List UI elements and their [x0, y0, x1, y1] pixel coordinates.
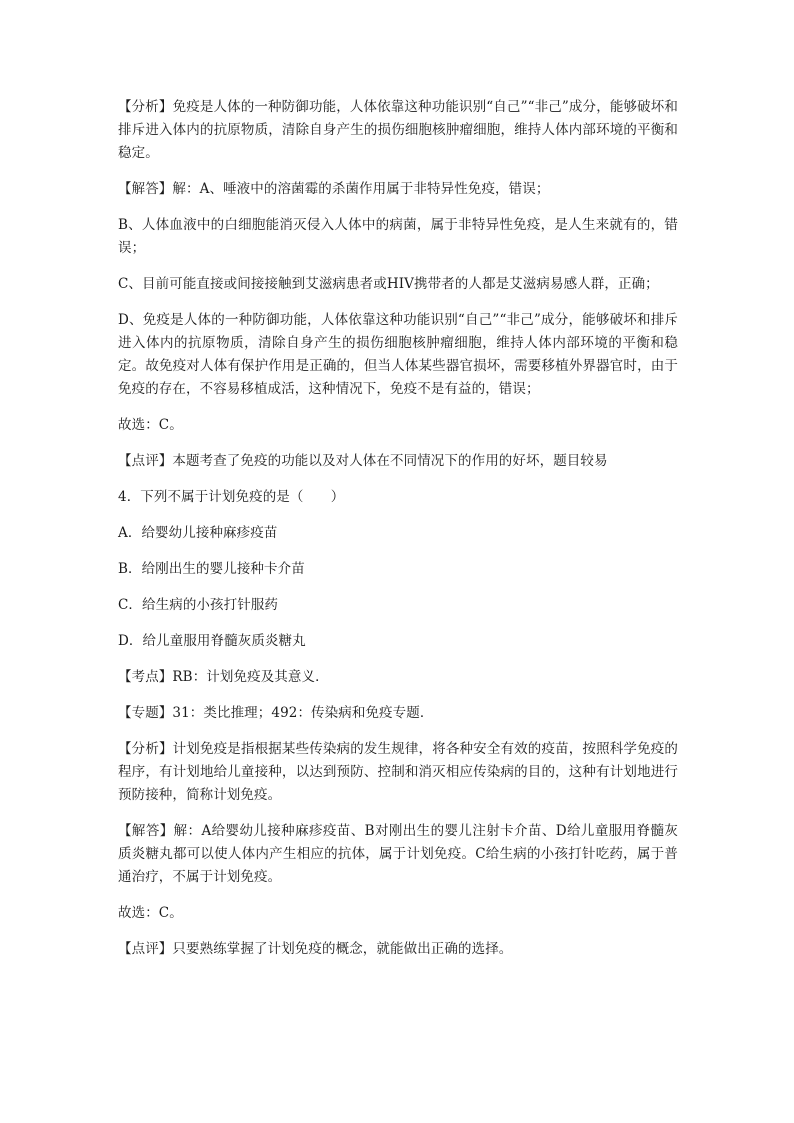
topic-text: 31：类比推理；492：传染病和免疫专题．	[172, 705, 434, 721]
q3-analysis	[118, 96, 678, 165]
q4-answer	[118, 820, 678, 889]
answer-a-text: 解：A、唾液中的溶菌霉的杀菌作用属于非特异性免疫，错误；	[172, 181, 550, 197]
q4-point	[118, 666, 678, 689]
document-page	[118, 96, 678, 974]
q4-topic	[118, 702, 678, 725]
q4-option-d: D．给儿童服用脊髓灰质炎糖丸	[118, 633, 306, 649]
q4-option-c: C．给生病的小孩打针服药	[118, 597, 279, 613]
topic-tag: 【专题】	[118, 705, 173, 721]
q3-answer-b: B、人体血液中的白细胞能消灭侵入人体中的病菌，属于非特异性免疫，是人生来就有的，错误；	[118, 217, 678, 256]
analysis-text: 计划免疫是指根据某些传染病的发生规律，将各种安全有效的疫苗，按照科学免疫的程序，有计划地给儿童接种，以达到预防、控制和消灭相应传染病的目的，这种有计划地进行预防接种，简称计划免疫。	[118, 741, 678, 803]
answer-text: 解：A给婴幼儿接种麻疹疫苗、B对刚出生的婴儿注射卡介苗、D给儿童服用脊髓灰质炎糖丸都可以使人体内产生相应的抗体，属于计划免疫。C给生病的小孩打针吃药，属于普通治疗，不属于计划免疫。	[118, 823, 678, 885]
q4-stem: 4．下列不属于计划免疫的是（ ）	[118, 489, 345, 505]
q4-comment	[118, 938, 678, 961]
q3-comment	[118, 450, 678, 473]
q3-choice: 故选：C。	[118, 417, 183, 433]
analysis-tag: 【分析】	[118, 741, 173, 757]
q4-option-b: B．给刚出生的婴儿接种卡介苗	[118, 561, 305, 577]
point-tag: 【考点】	[118, 669, 173, 685]
comment-text: 本题考查了免疫的功能以及对人体在不同情况下的作用的好坏，题目较易	[172, 453, 608, 469]
q4-choice: 故选：C。	[118, 905, 183, 921]
comment-text: 只要熟练掌握了计划免疫的概念，就能做出正确的选择。	[172, 941, 513, 957]
comment-tag: 【点评】	[118, 941, 173, 957]
q4-analysis	[118, 738, 678, 807]
q4-option-a: A．给婴幼儿接种麻疹疫苗	[118, 525, 278, 541]
comment-tag: 【点评】	[118, 453, 173, 469]
analysis-tag: 【分析】	[118, 99, 173, 115]
point-text: RB：计划免疫及其意义．	[172, 669, 329, 685]
analysis-text: 免疫是人体的一种防御功能，人体依靠这种功能识别“自己”“非己”成分，能够破坏和排斥进入体内的抗原物质，清除自身产生的损伤细胞核肿瘤细胞，维持人体内部环境的平衡和稳定。	[118, 99, 678, 161]
answer-tag: 【解答】	[118, 823, 174, 839]
q3-answer-a	[118, 178, 678, 201]
answer-tag: 【解答】	[118, 181, 173, 197]
q3-answer-c: C、目前可能直接或间接接触到艾滋病患者或HIV携带者的人都是艾滋病易感人群，正确；	[118, 276, 659, 292]
q3-answer-d: D、免疫是人体的一种防御功能，人体依靠这种功能识别“自己”“非己”成分，能够破坏和排斥进入体内的抗原物质，清除自身产生的损伤细胞核肿瘤细胞，维持人体内部环境的平衡和稳定。故免疫对人体有保护作用是正确的，但当人体某些器官损坏，需要移植外界器官时，由于免疫的存在，不容易移植成活，这种情况下，免疫不是有益的，错误；	[118, 312, 678, 397]
